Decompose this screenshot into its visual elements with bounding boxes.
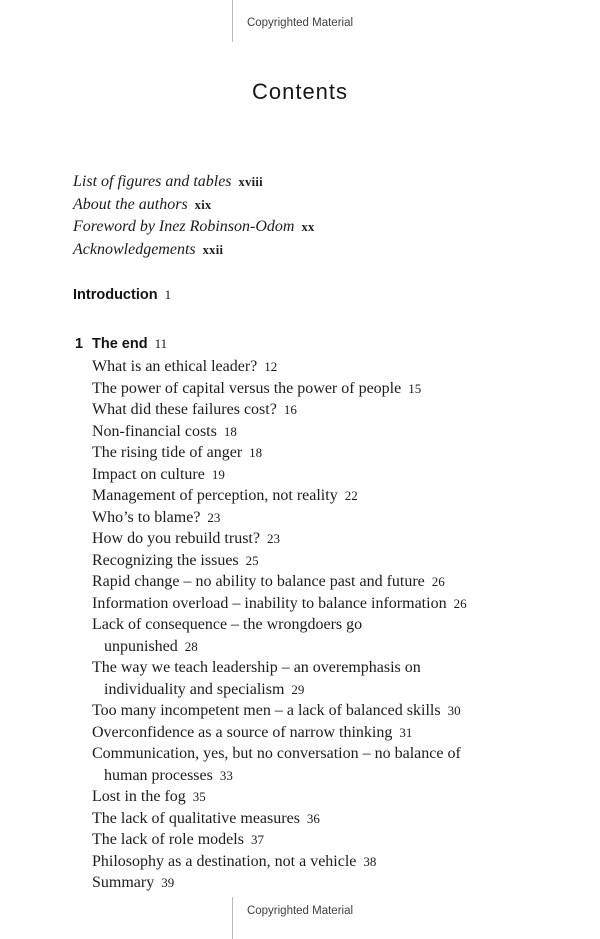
entry-text: Management of perception, not reality — [92, 487, 338, 504]
toc-chapter-1 — [75, 336, 167, 352]
entry-text: human processes — [104, 766, 213, 784]
entry-text: Information overload – inability to balance information — [92, 594, 447, 612]
toc-entry — [92, 851, 562, 873]
toc-entry-line — [92, 808, 562, 830]
toc-entry-line — [92, 872, 562, 894]
toc-entry-line — [92, 743, 562, 765]
toc-entry — [92, 442, 562, 464]
toc-entries — [92, 356, 562, 894]
entry-text: What did these failures cost? — [92, 401, 277, 418]
toc-entry-line — [92, 464, 562, 486]
entry-text: Communication, yes, but no conversation – no balance of — [92, 745, 461, 762]
introduction-label: Introduction — [73, 287, 158, 303]
toc-entry-line — [92, 571, 562, 593]
entry-text: Who’s to blame? — [92, 508, 201, 526]
toc-entry — [92, 593, 562, 615]
copyright-watermark-top: Copyrighted Material — [246, 17, 354, 29]
toc-entry-line — [92, 786, 562, 808]
chapter-title: The end — [92, 336, 148, 352]
front-matter-label: List of figures and tables — [73, 173, 232, 190]
introduction-page: 1 — [164, 287, 172, 302]
front-matter-item — [73, 194, 315, 217]
entry-page: 36 — [306, 810, 320, 826]
toc-entry-line — [92, 378, 562, 400]
toc-entry — [92, 571, 562, 593]
toc-entry — [92, 700, 562, 722]
entry-text: What is an ethical leader? — [92, 358, 258, 375]
toc-entry-line — [92, 765, 562, 787]
front-matter-label: Foreword by Inez Robinson-Odom — [73, 218, 295, 235]
toc-entry — [92, 550, 562, 572]
entry-page: 37 — [250, 832, 264, 847]
toc-entry — [92, 722, 562, 744]
front-matter-page: xx — [301, 220, 315, 234]
toc-entry-line — [92, 851, 562, 873]
toc-entry-line — [92, 507, 562, 529]
chapter-page: 11 — [154, 336, 168, 351]
front-matter-page: xxii — [202, 242, 224, 257]
front-matter-item — [73, 216, 315, 239]
crop-mark-bottom — [232, 897, 233, 939]
toc-entry-line — [92, 614, 562, 636]
entry-page: 18 — [223, 423, 237, 439]
toc-entry — [92, 464, 562, 486]
toc-entry-line — [92, 356, 562, 378]
entry-page: 25 — [245, 552, 259, 568]
entry-page: 19 — [211, 466, 225, 482]
entry-text: Lost in the fog — [92, 788, 186, 805]
toc-entry — [92, 743, 562, 786]
toc-entry-line — [92, 442, 562, 464]
toc-entry-line — [92, 657, 562, 679]
entry-page: 16 — [283, 402, 297, 417]
front-matter-list — [73, 171, 315, 261]
entry-text: The power of capital versus the power of people — [92, 379, 402, 397]
entry-page: 23 — [207, 509, 221, 525]
toc-entry — [92, 657, 562, 700]
entry-text: Philosophy as a destination, not a vehicle — [92, 852, 357, 870]
entry-text: Too many incompetent men – a lack of balanced skills — [92, 702, 441, 719]
toc-entry — [92, 528, 562, 550]
front-matter-item — [73, 171, 315, 194]
chapter-number: 1 — [75, 336, 84, 352]
toc-entry — [92, 786, 562, 808]
entry-text: Impact on culture — [92, 465, 205, 483]
entry-text: How do you rebuild trust? — [92, 530, 260, 547]
entry-text: individuality and specialism — [104, 680, 285, 698]
front-matter-page: xix — [194, 197, 212, 212]
entry-page: 29 — [291, 681, 305, 697]
copyright-watermark-bottom: Copyrighted Material — [246, 905, 354, 917]
toc-entry-line — [92, 679, 562, 701]
entry-page: 33 — [219, 767, 233, 783]
toc-entry-line — [92, 636, 562, 658]
entry-text: unpunished — [104, 637, 178, 655]
entry-text: Rapid change – no ability to balance past and future — [92, 573, 425, 590]
entry-text: Overconfidence as a source of narrow thinking — [92, 723, 393, 741]
entry-text: The lack of qualitative measures — [92, 809, 300, 827]
entry-page: 30 — [447, 703, 461, 718]
entry-page: 35 — [192, 789, 206, 804]
entry-page: 38 — [363, 853, 377, 869]
entry-page: 28 — [184, 638, 198, 654]
entry-page: 22 — [344, 488, 358, 503]
front-matter-page: xviii — [238, 175, 263, 189]
toc-entry-line — [92, 485, 562, 507]
entry-text: Non-financial costs — [92, 422, 217, 440]
toc-entry-line — [92, 722, 562, 744]
entry-page: 15 — [408, 380, 422, 396]
front-matter-label: About the authors — [73, 195, 188, 213]
entry-text: The rising tide of anger — [92, 444, 243, 461]
toc-entry — [92, 614, 562, 657]
entry-page: 18 — [249, 445, 263, 460]
toc-entry — [92, 421, 562, 443]
entry-text: The lack of role models — [92, 831, 244, 848]
toc-entry — [92, 507, 562, 529]
entry-text: Summary — [92, 874, 155, 891]
front-matter-item — [73, 239, 315, 262]
toc-entry — [92, 356, 562, 378]
toc-entry-line — [92, 421, 562, 443]
entry-page: 26 — [431, 574, 445, 589]
entry-page: 23 — [266, 531, 280, 546]
toc-entry — [92, 399, 562, 421]
toc-entry — [92, 808, 562, 830]
toc-entry-line — [92, 593, 562, 615]
toc-introduction — [73, 287, 171, 303]
entry-text: Lack of consequence – the wrongdoers go — [92, 616, 363, 633]
toc-entry-line — [92, 528, 562, 550]
entry-page: 12 — [264, 359, 278, 374]
entry-page: 26 — [453, 595, 467, 611]
toc-entry — [92, 378, 562, 400]
front-matter-label: Acknowledgements — [73, 240, 196, 258]
toc-entry — [92, 485, 562, 507]
toc-entry-line — [92, 829, 562, 851]
entry-text: Recognizing the issues — [92, 551, 239, 569]
entry-page: 31 — [399, 724, 413, 740]
toc-entry — [92, 872, 562, 894]
toc-entry — [92, 829, 562, 851]
entry-text: The way we teach leadership – an overemphasis on — [92, 659, 421, 676]
page-title: Contents — [251, 79, 349, 104]
toc-entry-line — [92, 399, 562, 421]
toc-entry-line — [92, 550, 562, 572]
toc-entry-line — [92, 700, 562, 722]
entry-page: 39 — [161, 875, 175, 890]
